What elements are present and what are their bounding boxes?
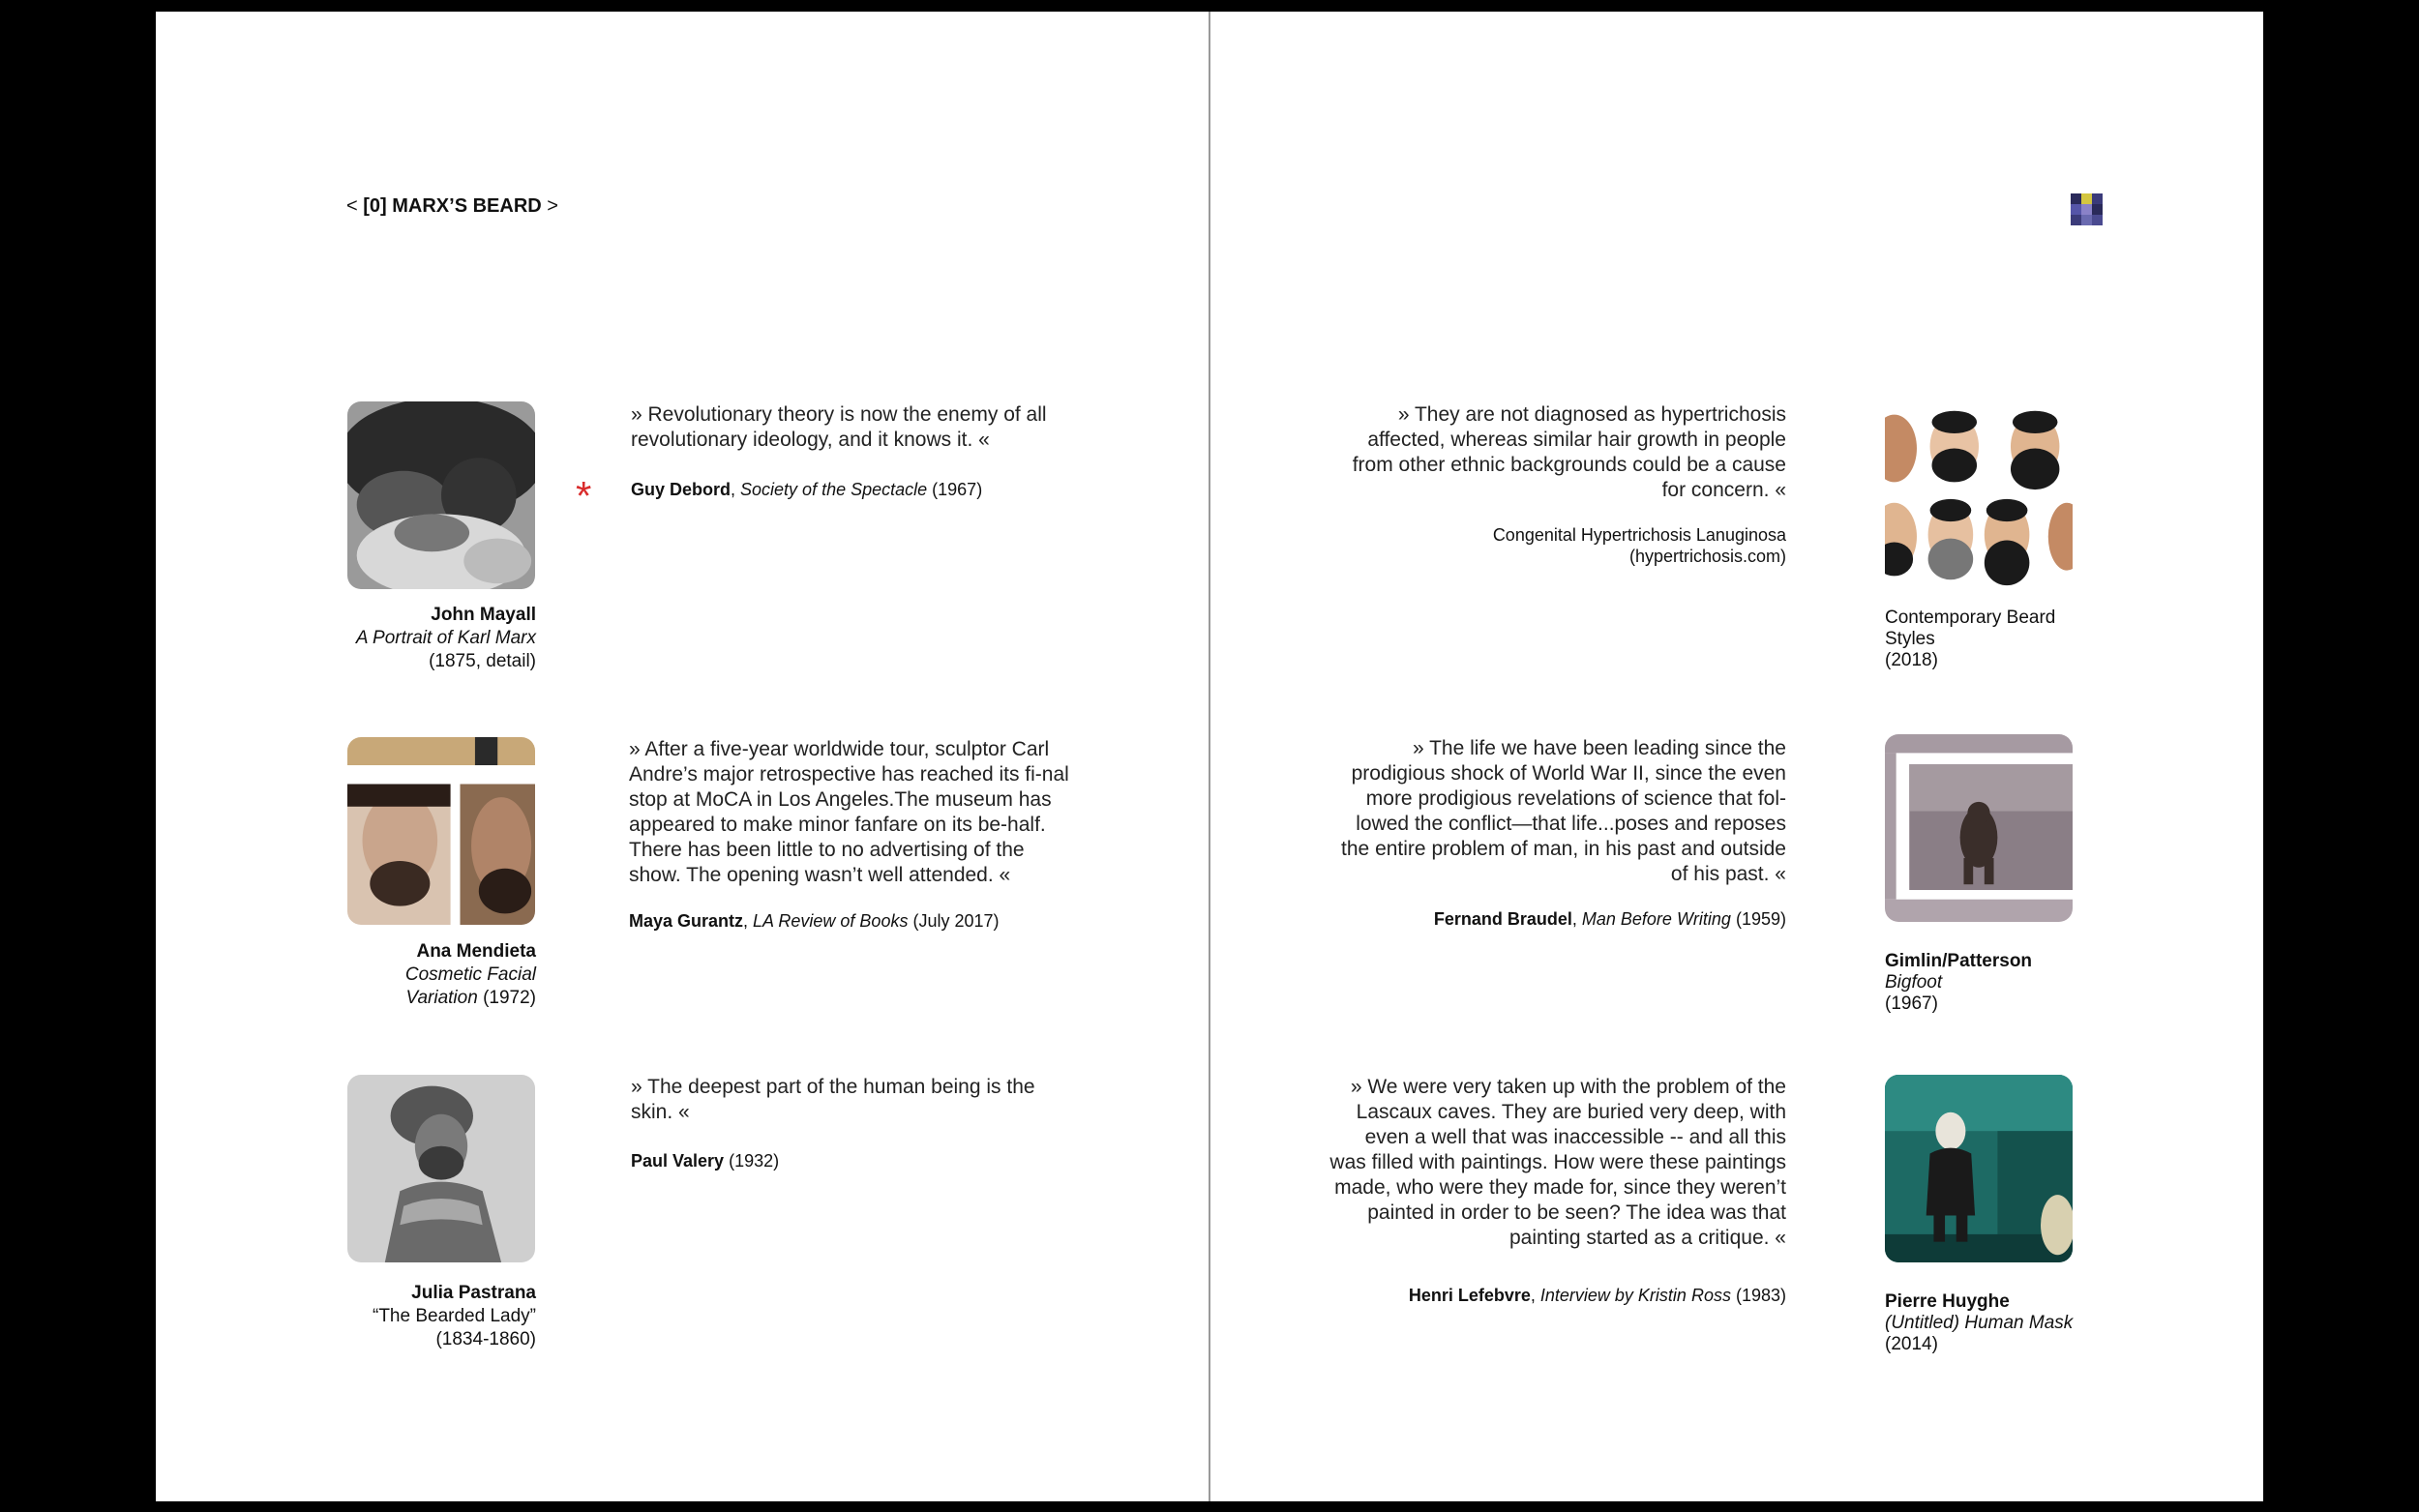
- caption-name: Pierre Huyghe: [1885, 1291, 2010, 1312]
- caption-work: Bigfoot: [1885, 972, 1943, 993]
- image-pastrana: [347, 1075, 535, 1262]
- cite-detail: (1983): [1730, 1286, 1786, 1305]
- cite-author: Maya Gurantz: [629, 911, 744, 931]
- cite-author: Guy Debord: [631, 480, 732, 499]
- logo-pixel: [2071, 193, 2081, 204]
- header-prefix: <: [346, 195, 364, 217]
- caption-bigfoot: [1885, 951, 2107, 1015]
- caption-name: Contemporary Beard: [1885, 608, 2056, 628]
- caption-work: A Portrait of Karl Marx: [355, 628, 536, 648]
- logo-pixel: [2081, 204, 2092, 215]
- caption-name: Julia Pastrana: [411, 1283, 536, 1303]
- caption-huyghe: [1885, 1291, 2107, 1355]
- cite-author: Paul Valery: [631, 1151, 725, 1171]
- quote-lefebvre: » We were very taken up with the problem of the Lascaux caves. They are buried very deep, with even a well that was inaccessible -- and all this was filled with paintings. How were these paintings made, who were they made for, since they weren’t painted in order to be seen? The idea was that painting started as a critique. «: [1329, 1076, 1786, 1249]
- cite-work: Man Before Writing: [1581, 909, 1731, 929]
- cite-detail: (1959): [1730, 909, 1786, 929]
- logo-pixel: [2092, 215, 2103, 225]
- caption-mayall: [284, 604, 536, 673]
- quote-hypertrichosis: » They are not diagnosed as hypertrichosis affected, whereas similar hair growth in people from other ethnic backgrounds could be a cause for concern. «: [1352, 403, 1786, 501]
- cite-sep: ,: [1530, 1286, 1540, 1305]
- page-title: [0] MARX’S BEARD: [363, 195, 542, 217]
- caption-name: John Mayall: [431, 605, 536, 625]
- caption-pastrana: [284, 1282, 536, 1351]
- logo-pixel: [2071, 204, 2081, 215]
- caption-detail: (1972): [477, 988, 536, 1008]
- cite-lefebvre: [1327, 1285, 1786, 1306]
- pixel-logo: [2071, 193, 2103, 225]
- cite-valery: [631, 1150, 1037, 1171]
- cite-detail: (July 2017): [908, 911, 1000, 931]
- caption-detail: (1875, detail): [429, 651, 536, 671]
- logo-pixel: [2092, 204, 2103, 215]
- cite-detail: (1967): [927, 480, 983, 499]
- caption-work: (Untitled) Human Mask: [1885, 1313, 2074, 1333]
- caption-name-2: Styles: [1885, 629, 1935, 649]
- logo-pixel: [2081, 193, 2092, 204]
- cite-sep: ,: [743, 911, 754, 931]
- logo-pixel: [2071, 215, 2081, 225]
- cite-sep: ,: [1571, 909, 1582, 929]
- image-human-mask: [1885, 1075, 2073, 1262]
- quote-debord: » Revolutionary theory is now the enemy of all revolutionary ideology, and it knows it. «: [631, 403, 1047, 451]
- caption-detail: (2014): [1885, 1334, 1938, 1354]
- cite-hypertrichosis: [1327, 524, 1786, 567]
- caption-mendieta: [284, 940, 536, 1010]
- cite-line-1: Congenital Hypertrichosis Lanuginosa: [1492, 525, 1786, 545]
- cite-sep: ,: [731, 480, 741, 499]
- caption-detail: (1834-1860): [435, 1329, 536, 1349]
- caption-work: Cosmetic Facial: [404, 964, 536, 985]
- cite-braudel: [1327, 908, 1786, 930]
- page-header: [346, 195, 558, 218]
- logo-pixel: [2081, 215, 2092, 225]
- cite-gurantz: [629, 910, 1074, 932]
- cite-author: Fernand Braudel: [1433, 909, 1572, 929]
- caption-beard-styles: [1885, 608, 2107, 671]
- cite-work: Interview by Kristin Ross: [1539, 1286, 1731, 1305]
- caption-work-2: Variation: [405, 988, 478, 1008]
- quote-braudel: » The life we have been leading since the prodigious shock of World War II, since the even more prodigious revelations of science that fol-lowed the conflict—that life...poses and reposes the entire problem of man, in his past and outside of his past. «: [1341, 737, 1786, 885]
- book-spread: [156, 12, 2263, 1501]
- image-beard-styles: [1885, 401, 2073, 589]
- cite-detail: (1932): [724, 1151, 780, 1171]
- header-suffix: >: [541, 195, 558, 217]
- caption-detail: (1967): [1885, 993, 1938, 1014]
- caption-name: Gimlin/Patterson: [1885, 951, 2033, 971]
- caption-name: Ana Mendieta: [416, 941, 536, 962]
- asterisk-mark: *: [576, 473, 592, 519]
- cite-work: LA Review of Books: [753, 911, 909, 931]
- cite-line-2: (hypertrichosis.com): [1628, 547, 1786, 566]
- cite-author: Henri Lefebvre: [1408, 1286, 1531, 1305]
- logo-pixel: [2092, 193, 2103, 204]
- image-mendieta: [347, 737, 535, 925]
- cite-debord: [631, 479, 1076, 500]
- image-bigfoot: [1885, 734, 2073, 922]
- cite-work: Society of the Spectacle: [740, 480, 928, 499]
- image-marx-beard: [347, 401, 535, 589]
- quote-valery: » The deepest part of the human being is the skin. «: [631, 1076, 1035, 1123]
- caption-work: “The Bearded Lady”: [373, 1306, 536, 1326]
- caption-detail: (2018): [1885, 650, 1938, 670]
- page-gutter: [1209, 12, 1210, 1501]
- quote-gurantz: » After a five-year worldwide tour, sculptor Carl Andre’s major retrospective has reached its fi-nal stop at MoCA in Los Angeles.The museum has appeared to make minor fanfare on its be-half. There has been little to no advertising of the show. The opening wasn’t well attended. «: [629, 738, 1069, 886]
